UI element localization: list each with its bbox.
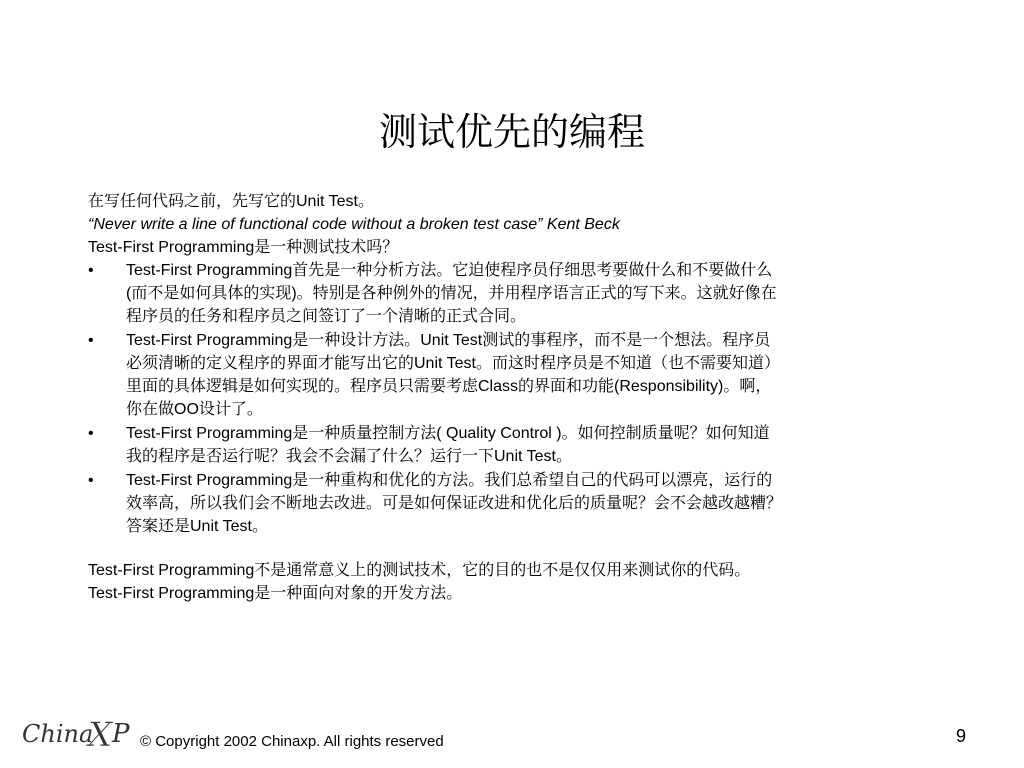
bullet-line: 我的程序是否运行呢？我会不会漏了什么？运行一下Unit Test。 (126, 448, 572, 465)
svg-text:X: X (88, 715, 113, 752)
bullet-item (88, 259, 942, 328)
bullet-line: 必须清晰的定义程序的界面才能写出它的Unit Test。而这时程序员是不知道（也不需要知道） (126, 355, 780, 372)
closing-line: Test-First Programming是一种面向对象的开发方法。 (88, 585, 463, 602)
closing-line: Test-First Programming不是通常意义上的测试技术，它的目的也不是仅仅用来测试你的代码。 (88, 562, 751, 579)
bullet-item (88, 422, 942, 468)
question-line: Test-First Programming是一种测试技术吗？ (88, 239, 399, 256)
bullet-list (88, 259, 948, 538)
bullet-line: Test-First Programming是一种设计方法。Unit Test测试的事程序，而不是一个想法。程序员 (126, 332, 771, 349)
slide-body (88, 190, 948, 605)
bullet-line: 程序员的任务和程序员之间签订了一个清晰的正式合同。 (126, 308, 527, 325)
bullet-line: 效率高，所以我们会不断地去改进。可是如何保证改进和优化后的质量呢？会不会越改越糟？ (126, 495, 783, 512)
bullet-mark: • (88, 472, 94, 489)
chinaxp-logo (18, 712, 148, 752)
copyright-notice: © Copyright 2002 Chinaxp. All rights reserved (140, 733, 444, 750)
bullet-line: 你在做OO设计了。 (126, 401, 263, 418)
bullet-line: Test-First Programming是一种重构和优化的方法。我们总希望自己的代码可以漂亮，运行的 (126, 472, 773, 489)
bullet-mark: • (88, 262, 94, 279)
bullet-line: Test-First Programming是一种质量控制方法( Quality Control )。如何控制质量呢？如何知道 (126, 425, 770, 442)
page-number: 9 (956, 726, 967, 746)
bullet-line: Test-First Programming首先是一种分析方法。它迫使程序员仔细思考要做什么和不要做什么 (126, 262, 773, 279)
bullet-line: 答案还是Unit Test。 (126, 518, 268, 535)
bullet-item (88, 329, 942, 421)
bullet-mark: • (88, 425, 94, 442)
bullet-mark: • (88, 332, 94, 349)
svg-text:P: P (112, 719, 130, 749)
intro-line: 在写任何代码之前，先写它的Unit Test。 (88, 193, 374, 210)
bullet-line: (而不是如何具体的实现)。特别是各种例外的情况，并用程序语言正式的写下来。这就好像在 (126, 285, 777, 302)
svg-text:China: China (22, 720, 94, 748)
quote-line: “Never write a line of functional code without a broken test case” Kent Beck (88, 216, 620, 233)
bullet-item (88, 469, 942, 538)
spacer (88, 539, 948, 559)
bullet-line: 里面的具体逻辑是如何实现的。程序员只需要考虑Class的界面和功能(Responsibility)。啊， (126, 378, 772, 395)
slide-title: 测试优先的编程 (378, 110, 645, 154)
